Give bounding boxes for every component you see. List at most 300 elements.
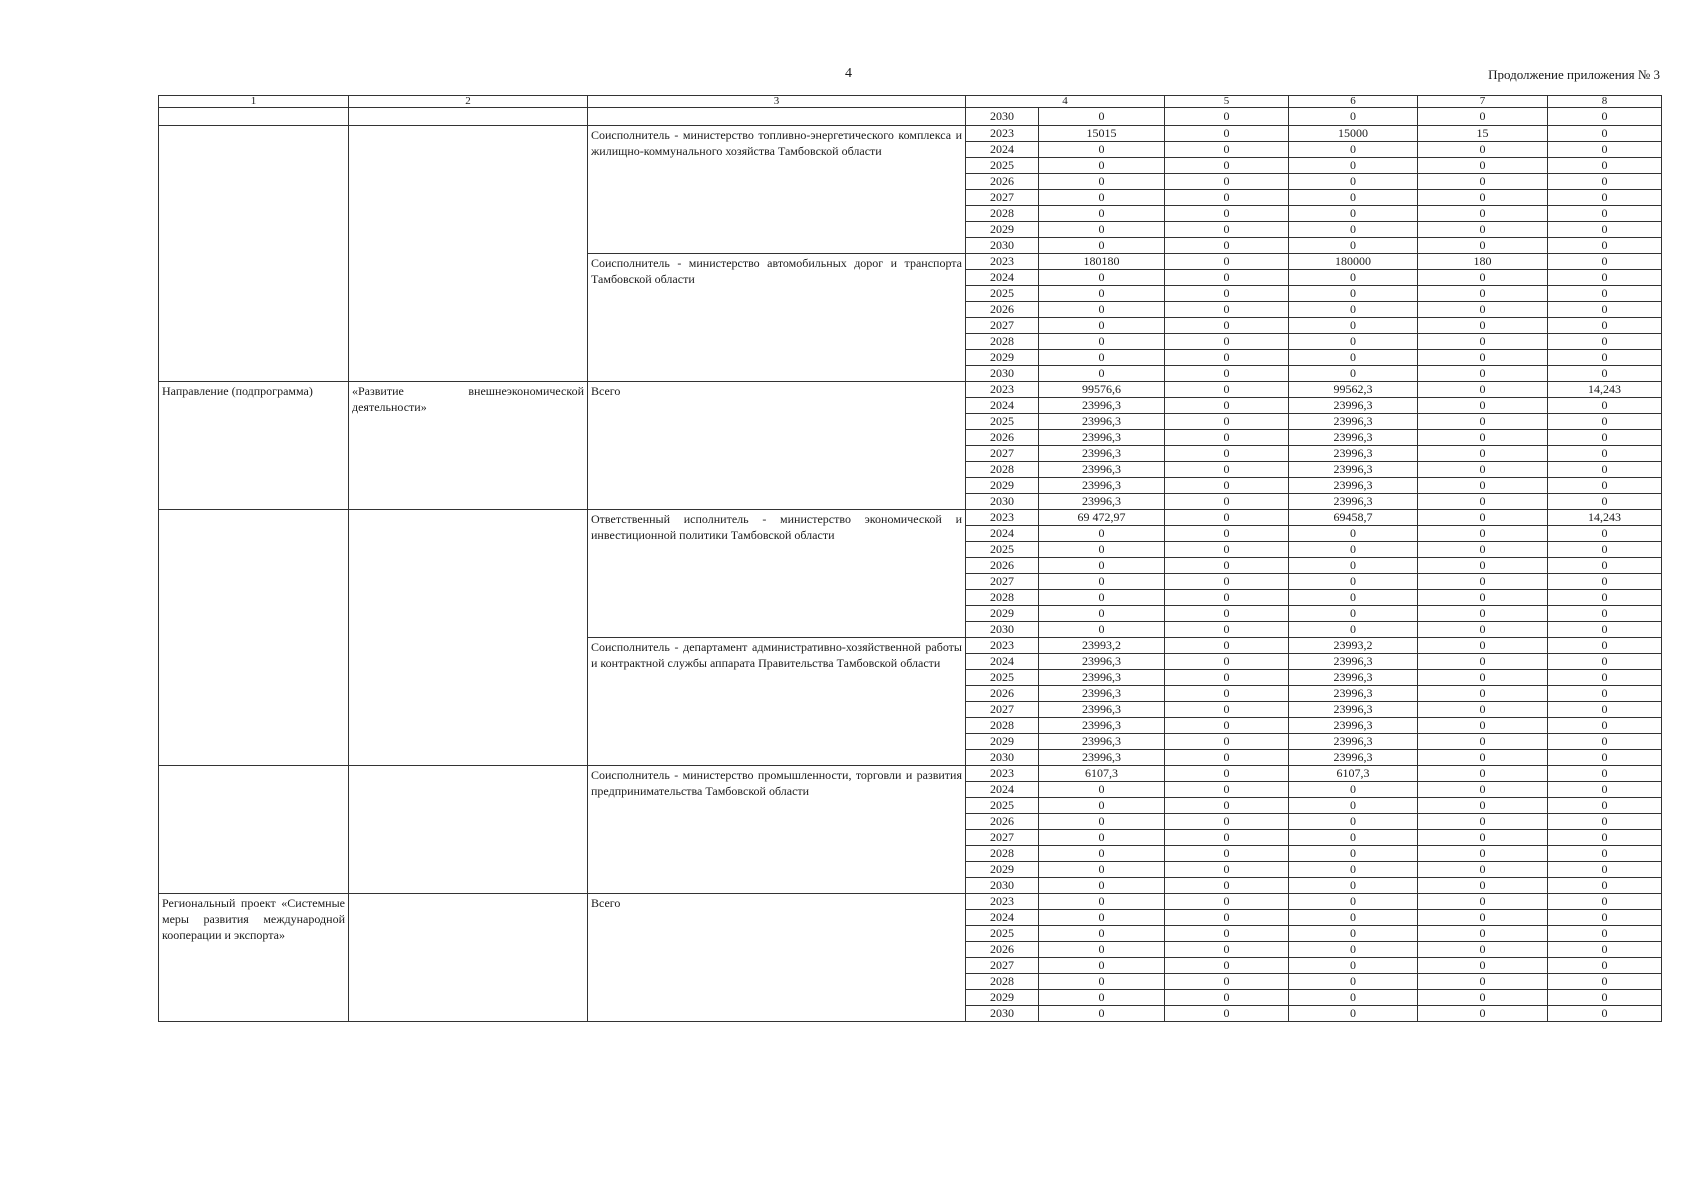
- amount-cell: 0: [1165, 894, 1289, 910]
- amount-cell: 0: [1039, 238, 1165, 254]
- amount-cell: 0: [1039, 222, 1165, 238]
- year-cell: 2024: [966, 910, 1039, 926]
- amount-cell: 0: [1418, 222, 1548, 238]
- column-header: 5: [1165, 96, 1289, 108]
- amount-cell: 0: [1289, 878, 1418, 894]
- amount-cell: 0: [1548, 670, 1662, 686]
- amount-cell: 0: [1548, 782, 1662, 798]
- amount-cell: 0: [1418, 958, 1548, 974]
- amount-cell: 0: [1548, 654, 1662, 670]
- year-cell: 2026: [966, 430, 1039, 446]
- amount-cell: 0: [1548, 430, 1662, 446]
- year-cell: 2025: [966, 542, 1039, 558]
- amount-cell: 0: [1165, 974, 1289, 990]
- amount-cell: 0: [1418, 590, 1548, 606]
- column-header: 7: [1418, 96, 1548, 108]
- amount-cell: 23996,3: [1289, 686, 1418, 702]
- amount-cell: 0: [1418, 206, 1548, 222]
- amount-cell: 0: [1418, 878, 1548, 894]
- continuation-note: Продолжение приложения № 3: [1488, 67, 1660, 82]
- amount-cell: 0: [1039, 574, 1165, 590]
- amount-cell: 0: [1165, 108, 1289, 126]
- executor-cell: Соисполнитель - министерство топливно-энергетического комплекса и жилищно-коммунального хозяйства Тамбовской области: [588, 126, 966, 254]
- row-group-name: [349, 894, 588, 1022]
- amount-cell: 15015: [1039, 126, 1165, 142]
- amount-cell: 0: [1165, 366, 1289, 382]
- amount-cell: 0: [1039, 318, 1165, 334]
- amount-cell: 0: [1418, 734, 1548, 750]
- row-group-name: [349, 126, 588, 382]
- amount-cell: 0: [1165, 414, 1289, 430]
- year-cell: 2029: [966, 862, 1039, 878]
- year-cell: 2027: [966, 446, 1039, 462]
- amount-cell: 0: [1418, 846, 1548, 862]
- amount-cell: 0: [1418, 686, 1548, 702]
- amount-cell: 0: [1039, 366, 1165, 382]
- column-header: 6: [1289, 96, 1418, 108]
- amount-cell: 0: [1418, 108, 1548, 126]
- amount-cell: 0: [1548, 926, 1662, 942]
- year-cell: 2030: [966, 238, 1039, 254]
- column-header: 3: [588, 96, 966, 108]
- amount-cell: 180: [1418, 254, 1548, 270]
- amount-cell: 0: [1548, 574, 1662, 590]
- amount-cell: 23996,3: [1039, 686, 1165, 702]
- amount-cell: 0: [1039, 798, 1165, 814]
- budget-table: [158, 95, 1662, 1022]
- amount-cell: 0: [1289, 574, 1418, 590]
- amount-cell: 180000: [1289, 254, 1418, 270]
- year-cell: 2023: [966, 382, 1039, 398]
- amount-cell: 0: [1418, 318, 1548, 334]
- amount-cell: 0: [1165, 958, 1289, 974]
- row-group-type: [159, 510, 349, 766]
- amount-cell: 0: [1289, 286, 1418, 302]
- amount-cell: 0: [1418, 142, 1548, 158]
- amount-cell: 23996,3: [1039, 654, 1165, 670]
- amount-cell: 0: [1165, 718, 1289, 734]
- amount-cell: 0: [1289, 958, 1418, 974]
- table-row: [159, 766, 1662, 782]
- row-group-type: [159, 108, 349, 126]
- row-group-type: Направление (подпрограмма): [159, 382, 349, 510]
- amount-cell: 0: [1548, 366, 1662, 382]
- amount-cell: 0: [1548, 206, 1662, 222]
- amount-cell: 0: [1165, 286, 1289, 302]
- year-cell: 2029: [966, 990, 1039, 1006]
- table-body: [159, 108, 1662, 1022]
- amount-cell: 0: [1039, 782, 1165, 798]
- amount-cell: 0: [1165, 814, 1289, 830]
- amount-cell: 0: [1548, 958, 1662, 974]
- amount-cell: 23996,3: [1039, 670, 1165, 686]
- amount-cell: 0: [1289, 558, 1418, 574]
- column-header: 8: [1548, 96, 1662, 108]
- amount-cell: 0: [1548, 270, 1662, 286]
- amount-cell: 0: [1418, 990, 1548, 1006]
- year-cell: 2029: [966, 606, 1039, 622]
- amount-cell: 0: [1548, 846, 1662, 862]
- amount-cell: 0: [1548, 350, 1662, 366]
- amount-cell: 0: [1548, 286, 1662, 302]
- amount-cell: 0: [1165, 206, 1289, 222]
- amount-cell: 0: [1418, 814, 1548, 830]
- year-cell: 2024: [966, 654, 1039, 670]
- year-cell: 2030: [966, 494, 1039, 510]
- amount-cell: 6107,3: [1039, 766, 1165, 782]
- executor-cell: Всего: [588, 894, 966, 1022]
- amount-cell: 0: [1418, 558, 1548, 574]
- amount-cell: 0: [1039, 862, 1165, 878]
- amount-cell: 15: [1418, 126, 1548, 142]
- amount-cell: 0: [1418, 542, 1548, 558]
- amount-cell: 0: [1548, 494, 1662, 510]
- column-header: 4: [966, 96, 1165, 108]
- amount-cell: 0: [1039, 174, 1165, 190]
- amount-cell: 0: [1165, 622, 1289, 638]
- amount-cell: 0: [1289, 108, 1418, 126]
- amount-cell: 23996,3: [1289, 446, 1418, 462]
- year-cell: 2029: [966, 478, 1039, 494]
- executor-cell: Всего: [588, 382, 966, 510]
- amount-cell: 0: [1039, 334, 1165, 350]
- amount-cell: 0: [1039, 108, 1165, 126]
- amount-cell: 23996,3: [1289, 462, 1418, 478]
- amount-cell: 0: [1165, 334, 1289, 350]
- amount-cell: 0: [1165, 798, 1289, 814]
- amount-cell: 0: [1418, 750, 1548, 766]
- amount-cell: 0: [1548, 798, 1662, 814]
- table-row: [159, 108, 1662, 126]
- amount-cell: 23993,2: [1039, 638, 1165, 654]
- amount-cell: 23996,3: [1289, 702, 1418, 718]
- year-cell: 2026: [966, 302, 1039, 318]
- amount-cell: 0: [1548, 542, 1662, 558]
- amount-cell: 0: [1289, 990, 1418, 1006]
- amount-cell: 0: [1418, 174, 1548, 190]
- amount-cell: 0: [1289, 846, 1418, 862]
- amount-cell: 23996,3: [1289, 654, 1418, 670]
- amount-cell: 0: [1418, 830, 1548, 846]
- amount-cell: 0: [1548, 318, 1662, 334]
- executor-cell: [588, 108, 966, 126]
- amount-cell: 0: [1289, 1006, 1418, 1022]
- amount-cell: 0: [1165, 318, 1289, 334]
- year-cell: 2025: [966, 158, 1039, 174]
- year-cell: 2023: [966, 254, 1039, 270]
- amount-cell: 0: [1039, 590, 1165, 606]
- amount-cell: 0: [1418, 942, 1548, 958]
- amount-cell: 0: [1165, 654, 1289, 670]
- amount-cell: 0: [1289, 142, 1418, 158]
- amount-cell: 0: [1418, 974, 1548, 990]
- year-cell: 2030: [966, 108, 1039, 126]
- amount-cell: 0: [1039, 894, 1165, 910]
- row-group-type: [159, 126, 349, 382]
- amount-cell: 0: [1418, 366, 1548, 382]
- amount-cell: 0: [1165, 670, 1289, 686]
- amount-cell: 0: [1548, 222, 1662, 238]
- amount-cell: 0: [1418, 238, 1548, 254]
- amount-cell: 99562,3: [1289, 382, 1418, 398]
- amount-cell: 0: [1289, 270, 1418, 286]
- amount-cell: 23996,3: [1039, 718, 1165, 734]
- page-number: 4: [845, 66, 852, 81]
- amount-cell: 23996,3: [1289, 670, 1418, 686]
- amount-cell: 0: [1039, 942, 1165, 958]
- amount-cell: 0: [1165, 302, 1289, 318]
- amount-cell: 0: [1165, 446, 1289, 462]
- executor-cell: Соисполнитель - департамент административно-хозяйственной работы и контрактной службы аппарата Правительства Тамбовской области: [588, 638, 966, 766]
- amount-cell: 0: [1039, 558, 1165, 574]
- amount-cell: 0: [1418, 510, 1548, 526]
- amount-cell: 0: [1548, 974, 1662, 990]
- amount-cell: 0: [1289, 334, 1418, 350]
- amount-cell: 23996,3: [1039, 414, 1165, 430]
- table-row: [159, 126, 1662, 142]
- amount-cell: 0: [1418, 638, 1548, 654]
- table-row: [159, 510, 1662, 526]
- column-numbers-row: [159, 96, 1662, 108]
- amount-cell: 0: [1548, 478, 1662, 494]
- amount-cell: 0: [1165, 510, 1289, 526]
- year-cell: 2023: [966, 638, 1039, 654]
- amount-cell: 0: [1165, 1006, 1289, 1022]
- amount-cell: 0: [1418, 286, 1548, 302]
- amount-cell: 0: [1418, 894, 1548, 910]
- amount-cell: 0: [1418, 654, 1548, 670]
- amount-cell: 0: [1418, 670, 1548, 686]
- year-cell: 2030: [966, 1006, 1039, 1022]
- amount-cell: 0: [1418, 622, 1548, 638]
- amount-cell: 0: [1289, 862, 1418, 878]
- amount-cell: 0: [1548, 462, 1662, 478]
- year-cell: 2023: [966, 126, 1039, 142]
- amount-cell: 23996,3: [1289, 478, 1418, 494]
- table-row: [159, 894, 1662, 910]
- amount-cell: 0: [1165, 638, 1289, 654]
- amount-cell: 0: [1165, 270, 1289, 286]
- amount-cell: 0: [1165, 734, 1289, 750]
- amount-cell: 0: [1418, 462, 1548, 478]
- year-cell: 2025: [966, 670, 1039, 686]
- amount-cell: 0: [1548, 126, 1662, 142]
- amount-cell: 0: [1165, 190, 1289, 206]
- amount-cell: 23996,3: [1289, 750, 1418, 766]
- amount-cell: 0: [1548, 910, 1662, 926]
- amount-cell: 0: [1418, 270, 1548, 286]
- amount-cell: 0: [1548, 334, 1662, 350]
- amount-cell: 0: [1548, 108, 1662, 126]
- amount-cell: 0: [1289, 590, 1418, 606]
- year-cell: 2030: [966, 878, 1039, 894]
- year-cell: 2023: [966, 510, 1039, 526]
- amount-cell: 69458,7: [1289, 510, 1418, 526]
- amount-cell: 69 472,97: [1039, 510, 1165, 526]
- amount-cell: 0: [1418, 398, 1548, 414]
- amount-cell: 0: [1418, 446, 1548, 462]
- amount-cell: 0: [1165, 350, 1289, 366]
- amount-cell: 0: [1418, 158, 1548, 174]
- amount-cell: 0: [1418, 382, 1548, 398]
- amount-cell: 0: [1548, 414, 1662, 430]
- year-cell: 2024: [966, 782, 1039, 798]
- amount-cell: 0: [1039, 958, 1165, 974]
- amount-cell: 0: [1039, 910, 1165, 926]
- year-cell: 2028: [966, 974, 1039, 990]
- amount-cell: 0: [1289, 302, 1418, 318]
- amount-cell: 0: [1039, 142, 1165, 158]
- amount-cell: 0: [1548, 686, 1662, 702]
- amount-cell: 0: [1165, 222, 1289, 238]
- year-cell: 2026: [966, 174, 1039, 190]
- amount-cell: 0: [1289, 622, 1418, 638]
- amount-cell: 14,243: [1548, 510, 1662, 526]
- amount-cell: 0: [1165, 430, 1289, 446]
- amount-cell: 0: [1165, 862, 1289, 878]
- column-header: 2: [349, 96, 588, 108]
- amount-cell: 0: [1039, 206, 1165, 222]
- amount-cell: 0: [1418, 494, 1548, 510]
- amount-cell: 0: [1165, 686, 1289, 702]
- year-cell: 2029: [966, 222, 1039, 238]
- amount-cell: 0: [1289, 830, 1418, 846]
- amount-cell: 0: [1418, 478, 1548, 494]
- year-cell: 2028: [966, 462, 1039, 478]
- amount-cell: 0: [1548, 526, 1662, 542]
- amount-cell: 0: [1418, 702, 1548, 718]
- amount-cell: 0: [1548, 942, 1662, 958]
- year-cell: 2027: [966, 830, 1039, 846]
- amount-cell: 0: [1165, 910, 1289, 926]
- amount-cell: 99576,6: [1039, 382, 1165, 398]
- amount-cell: 23996,3: [1289, 430, 1418, 446]
- year-cell: 2028: [966, 590, 1039, 606]
- amount-cell: 0: [1289, 350, 1418, 366]
- amount-cell: 0: [1165, 478, 1289, 494]
- year-cell: 2026: [966, 814, 1039, 830]
- amount-cell: 0: [1165, 926, 1289, 942]
- year-cell: 2027: [966, 702, 1039, 718]
- amount-cell: 0: [1418, 414, 1548, 430]
- year-cell: 2029: [966, 350, 1039, 366]
- amount-cell: 0: [1165, 142, 1289, 158]
- amount-cell: 0: [1039, 286, 1165, 302]
- year-cell: 2027: [966, 318, 1039, 334]
- year-cell: 2026: [966, 942, 1039, 958]
- amount-cell: 0: [1548, 766, 1662, 782]
- executor-cell: Соисполнитель - министерство промышленности, торговли и развития предпринимательства Тамбовской области: [588, 766, 966, 894]
- amount-cell: 0: [1418, 782, 1548, 798]
- amount-cell: 0: [1039, 846, 1165, 862]
- amount-cell: 0: [1548, 302, 1662, 318]
- amount-cell: 0: [1165, 846, 1289, 862]
- amount-cell: 0: [1165, 782, 1289, 798]
- amount-cell: 0: [1418, 1006, 1548, 1022]
- amount-cell: 0: [1548, 606, 1662, 622]
- amount-cell: 14,243: [1548, 382, 1662, 398]
- row-group-name: [349, 108, 588, 126]
- amount-cell: 0: [1289, 318, 1418, 334]
- amount-cell: 0: [1289, 238, 1418, 254]
- year-cell: 2023: [966, 894, 1039, 910]
- year-cell: 2025: [966, 926, 1039, 942]
- amount-cell: 23996,3: [1039, 750, 1165, 766]
- amount-cell: 0: [1418, 350, 1548, 366]
- amount-cell: 0: [1418, 606, 1548, 622]
- amount-cell: 0: [1165, 174, 1289, 190]
- executor-cell: Соисполнитель - министерство автомобильных дорог и транспорта Тамбовской области: [588, 254, 966, 382]
- amount-cell: 0: [1418, 926, 1548, 942]
- amount-cell: 0: [1039, 830, 1165, 846]
- amount-cell: 0: [1165, 766, 1289, 782]
- year-cell: 2029: [966, 734, 1039, 750]
- amount-cell: 0: [1289, 894, 1418, 910]
- year-cell: 2027: [966, 190, 1039, 206]
- amount-cell: 0: [1165, 590, 1289, 606]
- amount-cell: 0: [1548, 814, 1662, 830]
- amount-cell: 0: [1289, 526, 1418, 542]
- amount-cell: 23996,3: [1039, 430, 1165, 446]
- amount-cell: 0: [1165, 702, 1289, 718]
- row-group-name: [349, 766, 588, 894]
- amount-cell: 23996,3: [1039, 398, 1165, 414]
- amount-cell: 0: [1548, 622, 1662, 638]
- year-cell: 2028: [966, 718, 1039, 734]
- column-header: 1: [159, 96, 349, 108]
- year-cell: 2023: [966, 766, 1039, 782]
- year-cell: 2028: [966, 334, 1039, 350]
- amount-cell: 0: [1165, 398, 1289, 414]
- year-cell: 2027: [966, 958, 1039, 974]
- amount-cell: 0: [1548, 702, 1662, 718]
- amount-cell: 0: [1548, 830, 1662, 846]
- amount-cell: 0: [1548, 398, 1662, 414]
- amount-cell: 0: [1418, 862, 1548, 878]
- year-cell: 2025: [966, 286, 1039, 302]
- amount-cell: 0: [1289, 366, 1418, 382]
- row-group-name: «Развитие внешнеэкономической деятельности»: [349, 382, 588, 510]
- year-cell: 2028: [966, 846, 1039, 862]
- amount-cell: 0: [1165, 606, 1289, 622]
- amount-cell: 0: [1548, 238, 1662, 254]
- amount-cell: 0: [1039, 542, 1165, 558]
- amount-cell: 0: [1548, 878, 1662, 894]
- amount-cell: 0: [1418, 910, 1548, 926]
- amount-cell: 0: [1548, 894, 1662, 910]
- amount-cell: 0: [1165, 942, 1289, 958]
- amount-cell: 0: [1165, 126, 1289, 142]
- amount-cell: 0: [1289, 942, 1418, 958]
- year-cell: 2024: [966, 142, 1039, 158]
- amount-cell: 23996,3: [1039, 734, 1165, 750]
- year-cell: 2030: [966, 366, 1039, 382]
- amount-cell: 0: [1165, 254, 1289, 270]
- amount-cell: 0: [1039, 1006, 1165, 1022]
- amount-cell: 0: [1165, 878, 1289, 894]
- amount-cell: 0: [1289, 782, 1418, 798]
- table-row: [159, 382, 1662, 398]
- amount-cell: 0: [1289, 542, 1418, 558]
- amount-cell: 0: [1548, 446, 1662, 462]
- amount-cell: 0: [1039, 622, 1165, 638]
- amount-cell: 0: [1289, 222, 1418, 238]
- amount-cell: 23996,3: [1039, 702, 1165, 718]
- amount-cell: 23996,3: [1039, 462, 1165, 478]
- amount-cell: 0: [1039, 190, 1165, 206]
- amount-cell: 0: [1548, 990, 1662, 1006]
- amount-cell: 0: [1418, 302, 1548, 318]
